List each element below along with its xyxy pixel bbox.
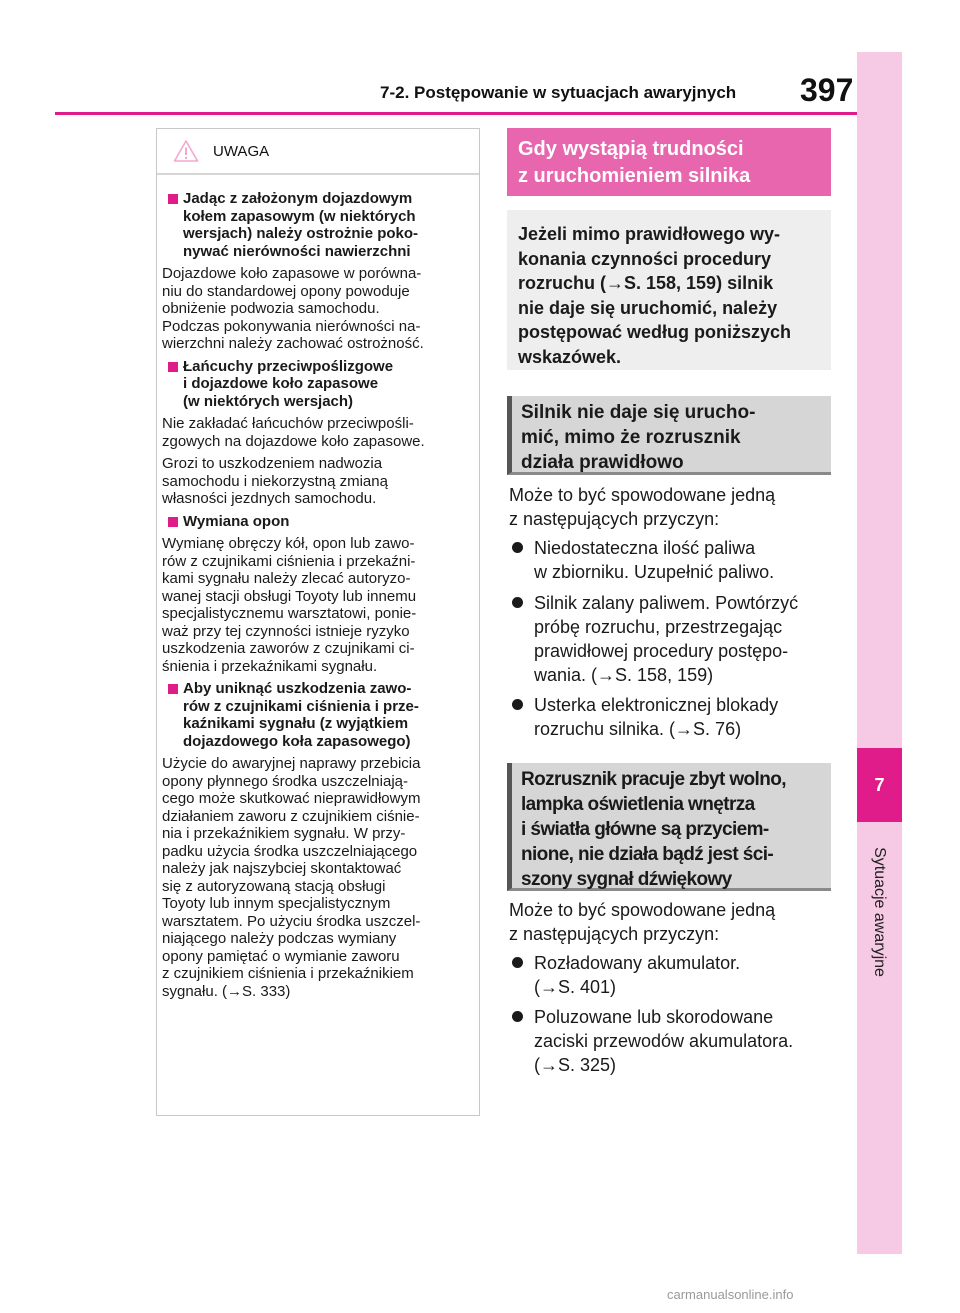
- header-divider: [55, 112, 857, 115]
- warning-text-line: nia i przekaźnikiem sygnału. W przy-: [162, 825, 406, 842]
- list-item-line: Niedostateczna ilość paliwa: [534, 538, 756, 558]
- case2-heading-line: Rozrusznik pracuje zbyt wolno,: [521, 769, 786, 790]
- warning-paragraph: [162, 265, 473, 353]
- round-bullet-icon: [512, 542, 523, 553]
- warning-text-line: obniżenie podwozia samochodu.: [162, 300, 380, 317]
- warning-text-line: samochodu i niekorzystną zmianą: [162, 472, 388, 490]
- warning-text-line: opony pamiętać o wymianie zaworu: [162, 947, 400, 965]
- square-bullet-icon: [168, 684, 178, 694]
- list-item-line: Poluzowane lub skorodowane: [534, 1007, 774, 1027]
- case1-lead-line: Może to być spowodowane jedną: [509, 485, 776, 505]
- intro-line: wskazówek.: [518, 346, 622, 367]
- watermark: carmanualsonline.info: [667, 1287, 794, 1302]
- list-item: [509, 951, 829, 999]
- warning-body: [157, 175, 479, 1000]
- intro-line: rozruchu (→S. 158, 159) silnik: [518, 273, 774, 293]
- list-item-text: [534, 1005, 793, 1077]
- warning-heading-text: [183, 358, 393, 411]
- round-bullet-icon: [512, 597, 523, 608]
- case1-heading-line: mić, mimo że rozrusznik: [521, 427, 741, 448]
- warning-paragraph: [162, 415, 473, 450]
- case1-heading-line: działa prawidłowo: [521, 452, 684, 473]
- list-item-line: w zbiorniku. Uzupełnić paliwo.: [534, 562, 775, 582]
- warning-section-heading: [162, 513, 473, 531]
- case1-heading-line: Silnik nie daje się urucho-: [521, 402, 756, 423]
- intro-line: postępować według poniższych: [518, 322, 792, 342]
- case2-heading-line: lampka oświetlenia wnętrza: [521, 794, 755, 815]
- warning-box: [156, 128, 480, 1116]
- warning-text-line: Wymianę obręczy kół, opon lub zawo-: [162, 535, 415, 552]
- intro-line: nie daje się uruchomić, należy: [518, 297, 778, 318]
- round-bullet-icon: [512, 957, 523, 968]
- chapter-number: 7: [874, 774, 885, 795]
- warning-section: [162, 513, 473, 676]
- warning-text-line: uszkodzenia zaworów z czujnikami ci-: [162, 640, 415, 657]
- warning-paragraph: [162, 755, 473, 1000]
- intro-box: [507, 210, 831, 370]
- warning-heading-line: Aby uniknąć uszkodzenia zawo-: [183, 680, 412, 697]
- warning-paragraph: [162, 535, 473, 675]
- case2-lead-line: z następujących przyczyn:: [509, 924, 720, 944]
- case2-heading: [507, 763, 831, 891]
- warning-text-line: Toyoty lub innym specjalistycznym: [162, 895, 391, 912]
- case1-lead: [509, 483, 775, 531]
- warning-text-line: sygnału. (→S. 333): [162, 982, 291, 1000]
- warning-heading-text: [183, 513, 289, 531]
- list-item: [509, 693, 829, 741]
- warning-section-heading: [162, 190, 473, 260]
- warning-heading-line: dojazdowego koła zapasowego): [183, 732, 411, 750]
- list-item-text: [534, 951, 740, 999]
- list-item-line: Usterka elektronicznej blokady: [534, 695, 779, 715]
- warning-heading-line: Łańcuchy przeciwpoślizgowe: [183, 357, 394, 375]
- list-item-line: zaciski przewodów akumulatora.: [534, 1031, 794, 1051]
- case2-heading-line: nione, nie działa bądź jest ści-: [521, 844, 774, 865]
- warning-section-heading: [162, 358, 473, 411]
- round-bullet-icon: [512, 1011, 523, 1022]
- list-item-line: Silnik zalany paliwem. Powtórzyć: [534, 593, 799, 613]
- warning-heading-line: Jadąc z założonym dojazdowym: [183, 190, 413, 207]
- chapter-side-band: [857, 52, 902, 1254]
- list-item-line: (→S. 401): [534, 977, 617, 997]
- warning-text-line: śnienia i przekaźnikami sygnału.: [162, 657, 378, 675]
- case1-heading: [507, 396, 831, 475]
- warning-section: [162, 680, 473, 1000]
- warning-text-line: działaniem zaworu z czujnikiem ciśnie-: [162, 807, 420, 825]
- list-item-line: (→S. 325): [534, 1055, 617, 1075]
- case2-heading-line: szony sygnał dźwiękowy: [521, 869, 732, 890]
- list-item-text: [534, 693, 778, 741]
- intro-line: konania czynności procedury: [518, 248, 772, 269]
- list-item: [509, 591, 829, 687]
- warning-text-line: Podczas pokonywania nierówności na-: [162, 317, 421, 335]
- warning-text-line: kami sygnału należy zlecać autoryzo-: [162, 570, 411, 587]
- warning-text-line: Dojazdowe koło zapasowe w porówna-: [162, 265, 422, 282]
- warning-section-heading: [162, 680, 473, 750]
- list-item-line: rozruchu silnika. (→S. 76): [534, 719, 742, 739]
- warning-header: [157, 129, 479, 173]
- list-item-line: wania. (→S. 158, 159): [534, 665, 714, 685]
- warning-text-line: rów z czujnikami ciśnienia i przekaźni-: [162, 552, 416, 570]
- warning-heading-line: (w niektórych wersjach): [183, 392, 354, 410]
- warning-text-line: specjalistycznemu warsztatowi, ponie-: [162, 605, 417, 622]
- warning-heading-line: Wymiana opon: [183, 512, 290, 530]
- case2-heading-line: i światła główne są przyciem-: [521, 819, 769, 840]
- square-bullet-icon: [168, 194, 178, 204]
- list-item-line: Rozładowany akumulator.: [534, 953, 741, 973]
- warning-text-line: należy jak najszybciej skontaktować: [162, 860, 402, 877]
- chapter-tab: [857, 748, 902, 822]
- warning-text-line: się z autoryzowaną stacją obsługi: [162, 877, 386, 895]
- list-item-line: prawidłowej procedury postępo-: [534, 641, 789, 661]
- warning-triangle-icon: [173, 139, 199, 163]
- warning-text-line: niającego należy podczas wymiany: [162, 930, 397, 947]
- warning-heading-text: [183, 680, 419, 750]
- warning-section: [162, 358, 473, 508]
- section-banner: [507, 128, 831, 196]
- warning-heading-line: kołem zapasowym (w niektórych: [183, 207, 416, 225]
- warning-text-line: Użycie do awaryjnej naprawy przebicia: [162, 755, 421, 772]
- square-bullet-icon: [168, 362, 178, 372]
- banner-line: Gdy wystąpią trudności: [518, 138, 744, 160]
- warning-text-line: Grozi to uszkodzeniem nadwozia: [162, 455, 383, 472]
- warning-text-line: Nie zakładać łańcuchów przeciwpośli-: [162, 415, 414, 432]
- warning-text-line: opony płynnego środka uszczelniają-: [162, 772, 408, 790]
- case2-lead: [509, 898, 775, 946]
- warning-text-line: padku użycia środka uszczelniającego: [162, 842, 418, 860]
- warning-heading-line: kaźnikami sygnału (z wyjątkiem: [183, 715, 409, 732]
- case2-lead-line: Może to być spowodowane jedną: [509, 900, 776, 920]
- warning-heading-line: wersjach) należy ostrożnie poko-: [183, 225, 419, 242]
- warning-heading-line: rów z czujnikami ciśnienia i prze-: [183, 697, 419, 715]
- warning-section: [162, 190, 473, 353]
- warning-text-line: waż przy tej czynności istnieje ryzyko: [162, 622, 410, 640]
- warning-text-line: zgowych na dojazdowe koło zapasowe.: [162, 432, 425, 450]
- warning-text-line: cego może skutkować nieprawidłowym: [162, 790, 421, 807]
- warning-text-line: własności jezdnych samochodu.: [162, 490, 377, 507]
- warning-text-line: wanej stacji obsługi Toyoty lub innemu: [162, 587, 417, 605]
- list-item-text: [534, 591, 798, 687]
- warning-heading-line: nywać nierówności nawierzchni: [183, 242, 411, 260]
- case1-lead-line: z następujących przyczyn:: [509, 509, 720, 529]
- warning-heading-text: [183, 190, 418, 260]
- chapter-label: Sytuacje awaryjne: [871, 847, 888, 977]
- warning-text-line: z czujnikiem ciśnienia i przekaźnikiem: [162, 965, 414, 982]
- banner-line: z uruchomieniem silnika: [518, 165, 751, 187]
- section-title: 7-2. Postępowanie w sytuacjach awaryjnych: [380, 83, 737, 102]
- warning-text-line: niu do standardowej opony powoduje: [162, 282, 410, 300]
- warning-text-line: warsztatem. Po użyciu środka uszczel-: [162, 912, 421, 930]
- warning-text-line: wierzchni należy zachować ostrożność.: [162, 335, 424, 352]
- list-item-text: [534, 536, 774, 584]
- list-item: [509, 536, 829, 584]
- warning-paragraph: [162, 455, 473, 508]
- warning-heading-line: i dojazdowe koło zapasowe: [183, 375, 379, 392]
- list-item: [509, 1005, 829, 1077]
- warning-title: UWAGA: [213, 142, 270, 160]
- page-number: 397: [800, 72, 854, 108]
- intro-line: Jeżeli mimo prawidłowego wy-: [518, 224, 781, 244]
- round-bullet-icon: [512, 699, 523, 710]
- list-item-line: próbę rozruchu, przestrzegając: [534, 617, 783, 637]
- square-bullet-icon: [168, 517, 178, 527]
